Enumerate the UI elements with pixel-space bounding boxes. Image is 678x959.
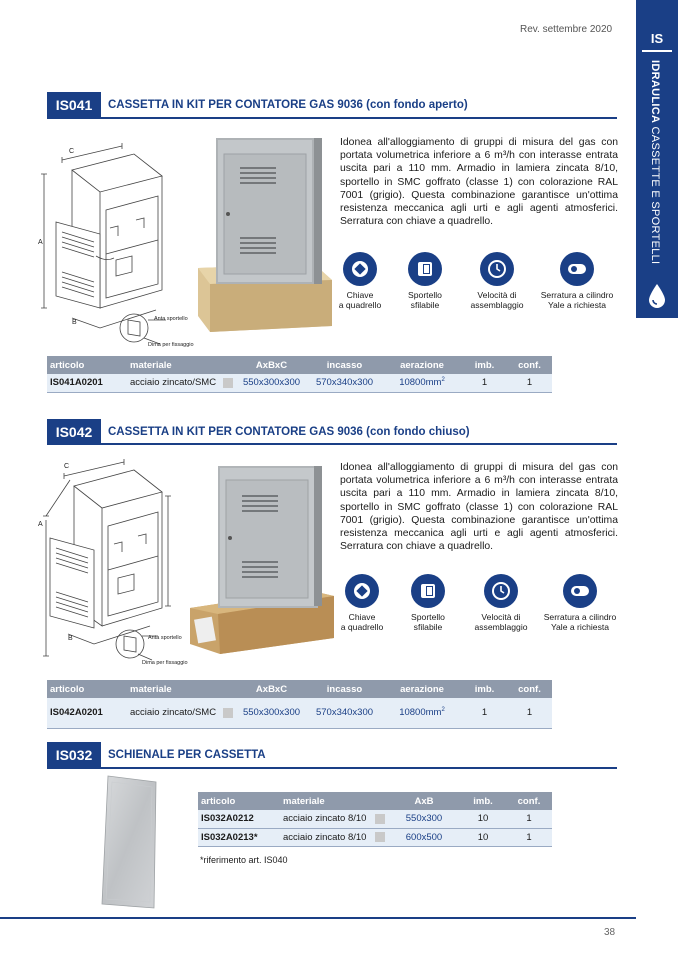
col-header-materiale: materiale — [127, 680, 220, 698]
feature-removable-door — [385, 252, 465, 310]
feature-cylinder-lock — [540, 574, 620, 632]
category-side-tab — [636, 0, 678, 318]
col-header-dimensions: AxB — [388, 792, 460, 810]
subcategory-name: CASSETTE E SPORTELLI — [649, 123, 661, 265]
feature-label: Serratura a cilindro Yale a richiesta — [540, 290, 614, 310]
section-header-is041 — [47, 92, 468, 118]
product-photo-is042 — [188, 458, 338, 658]
removable-door-icon — [411, 574, 445, 608]
col-header-dimensions: AxBxC — [236, 356, 307, 374]
square-key-icon — [345, 574, 379, 608]
col-header-conf: conf. — [507, 680, 552, 698]
water-drop-icon — [647, 283, 667, 309]
table-header-row — [47, 680, 552, 698]
feature-label: Sportello sfilabile — [408, 290, 442, 310]
feature-label: Velocità di assemblaggio — [474, 612, 528, 632]
col-header-articolo: articolo — [47, 356, 127, 374]
footnote: *riferimento art. IS040 — [200, 855, 288, 865]
feature-assembly-speed — [457, 252, 537, 310]
table-row — [198, 828, 552, 846]
product-photo-is032 — [98, 774, 162, 910]
category-code: IS — [650, 31, 664, 46]
feature-label: Chiave a quadrello — [338, 290, 382, 310]
table-header-row — [198, 792, 552, 810]
product-description: Idonea all'alloggiamento di gruppi di misura del gas con portata volumetrica inferiore a 6 m³/h con interasse entrata uscita pari a 110 mm. Armadio in lamiera zincata 8/10, sportello in SMC goffrato (classe 1) con colorazione RAL 7001 (grigio). Questa combinazione garantisce un'ottima resistenza meccanica agli urti e agli agenti atmosferici. Serratura con chiave a quadrello. — [340, 462, 618, 553]
table-row — [47, 374, 552, 392]
table-header-row — [47, 356, 552, 374]
color-swatch — [375, 814, 385, 824]
section-rule — [47, 117, 617, 119]
technical-drawing-is041 — [36, 140, 211, 350]
product-table-is041 — [47, 356, 552, 393]
col-header-materiale: materiale — [127, 356, 220, 374]
feature-label: Serratura a cilindro Yale a richiesta — [543, 612, 617, 632]
cell-articolo: IS041A0201 — [47, 374, 127, 392]
feature-assembly-speed — [461, 574, 541, 632]
fixing-template-label: Dima per fissaggio — [142, 660, 188, 666]
table-row — [198, 810, 552, 828]
technical-drawing-is042 — [34, 456, 204, 671]
dimension-a-label: A — [38, 521, 43, 528]
feature-label: Chiave a quadrello — [340, 612, 384, 632]
clock-icon — [484, 574, 518, 608]
section-title: CASSETTA IN KIT PER CONTATORE GAS 9036 (con fondo chiuso) — [108, 426, 470, 438]
section-rule — [47, 443, 617, 445]
product-photo-is041 — [196, 134, 336, 334]
section-title: CASSETTA IN KIT PER CONTATORE GAS 9036 (con fondo aperto) — [108, 99, 468, 111]
section-rule — [47, 767, 617, 769]
product-table-is042 — [47, 680, 552, 729]
removable-door-icon — [408, 252, 442, 286]
cell-conf: 1 — [506, 828, 552, 846]
dimension-c-label: C — [64, 463, 70, 470]
col-header-materiale: materiale — [280, 792, 372, 810]
feature-label: Velocità di assemblaggio — [470, 290, 524, 310]
col-header-incasso: incasso — [307, 356, 382, 374]
col-header-articolo: articolo — [198, 792, 280, 810]
revision-date: Rev. settembre 2020 — [520, 24, 613, 35]
cell-imb: 1 — [462, 374, 507, 392]
col-header-imb: imb. — [462, 680, 507, 698]
dimension-a-label: A — [38, 239, 43, 246]
section-code: IS041 — [47, 92, 101, 118]
col-header-imb: imb. — [460, 792, 506, 810]
cell-aerazione: $10800mm^2$ — [382, 698, 462, 728]
cell-materiale: acciaio zincato 8/10 — [280, 828, 372, 846]
cell-incasso: 570x340x300 — [307, 374, 382, 392]
category-name: IDRAULICA — [649, 60, 661, 124]
col-header-conf: conf. — [507, 356, 552, 374]
cell-materiale: acciaio zincato/SMC — [127, 374, 220, 392]
col-header-incasso: incasso — [307, 680, 382, 698]
feature-removable-door — [388, 574, 468, 632]
section-code: IS042 — [47, 419, 101, 445]
color-swatch — [375, 832, 385, 842]
cell-conf: 1 — [507, 698, 552, 728]
cylinder-lock-icon — [563, 574, 597, 608]
feature-cylinder-lock — [537, 252, 617, 310]
col-header-imb: imb. — [462, 356, 507, 374]
product-table-is032 — [198, 792, 552, 847]
cell-dimensions: 550x300x300 — [236, 374, 307, 392]
category-divider — [642, 50, 672, 52]
footer-rule — [0, 917, 636, 919]
door-panel-label: Anta sportello — [148, 635, 182, 641]
cell-articolo: IS032A0213* — [198, 828, 280, 846]
dimension-b-label: B — [68, 635, 73, 642]
cell-dimensions: 550x300 — [388, 810, 460, 828]
section-title: SCHIENALE PER CASSETTA — [108, 749, 266, 761]
col-header-dimensions: AxBxC — [236, 680, 307, 698]
color-swatch — [223, 708, 233, 718]
dimension-c-label: C — [69, 148, 75, 155]
cell-dimensions: 550x300x300 — [236, 698, 307, 728]
fixing-template-label: Dima per fissaggio — [148, 342, 194, 348]
cell-articolo: IS042A0201 — [47, 698, 127, 728]
color-swatch — [223, 378, 233, 388]
cell-imb: 10 — [460, 828, 506, 846]
cell-conf: 1 — [506, 810, 552, 828]
cell-aerazione: $10800mm^2$ — [382, 374, 462, 392]
section-code: IS032 — [47, 742, 101, 768]
dimension-b-label: B — [72, 319, 77, 326]
cell-materiale: acciaio zincato/SMC — [127, 698, 220, 728]
square-key-icon — [343, 252, 377, 286]
feature-label: Sportello sfilabile — [411, 612, 445, 632]
cell-materiale: acciaio zincato 8/10 — [280, 810, 372, 828]
clock-icon — [480, 252, 514, 286]
cell-imb: 1 — [462, 698, 507, 728]
table-row — [47, 698, 552, 728]
page-number: 38 — [604, 927, 616, 938]
cylinder-lock-icon — [560, 252, 594, 286]
col-header-aerazione: aerazione — [382, 680, 462, 698]
section-header-is042 — [47, 419, 470, 445]
cell-imb: 10 — [460, 810, 506, 828]
cell-incasso: 570x340x300 — [307, 698, 382, 728]
section-header-is032 — [47, 742, 266, 768]
category-label — [649, 60, 661, 264]
cell-dimensions: 600x500 — [388, 828, 460, 846]
door-panel-label: Anta sportello — [154, 316, 188, 322]
col-header-conf: conf. — [506, 792, 552, 810]
col-header-aerazione: aerazione — [382, 356, 462, 374]
product-description: Idonea all'alloggiamento di gruppi di misura del gas con portata volumetrica inferiore a 6 m³/h con interasse entrata uscita pari a 110 mm. Armadio in lamiera zincata 8/10, sportello in SMC goffrato (classe 1) con colorazione RAL 7001 (grigio). Questa combinazione garantisce un'ottima resistenza meccanica agli urti e agli agenti atmosferici. Serratura con chiave a quadrello. — [340, 137, 618, 228]
col-header-articolo: articolo — [47, 680, 127, 698]
cell-conf: 1 — [507, 374, 552, 392]
cell-articolo: IS032A0212 — [198, 810, 280, 828]
